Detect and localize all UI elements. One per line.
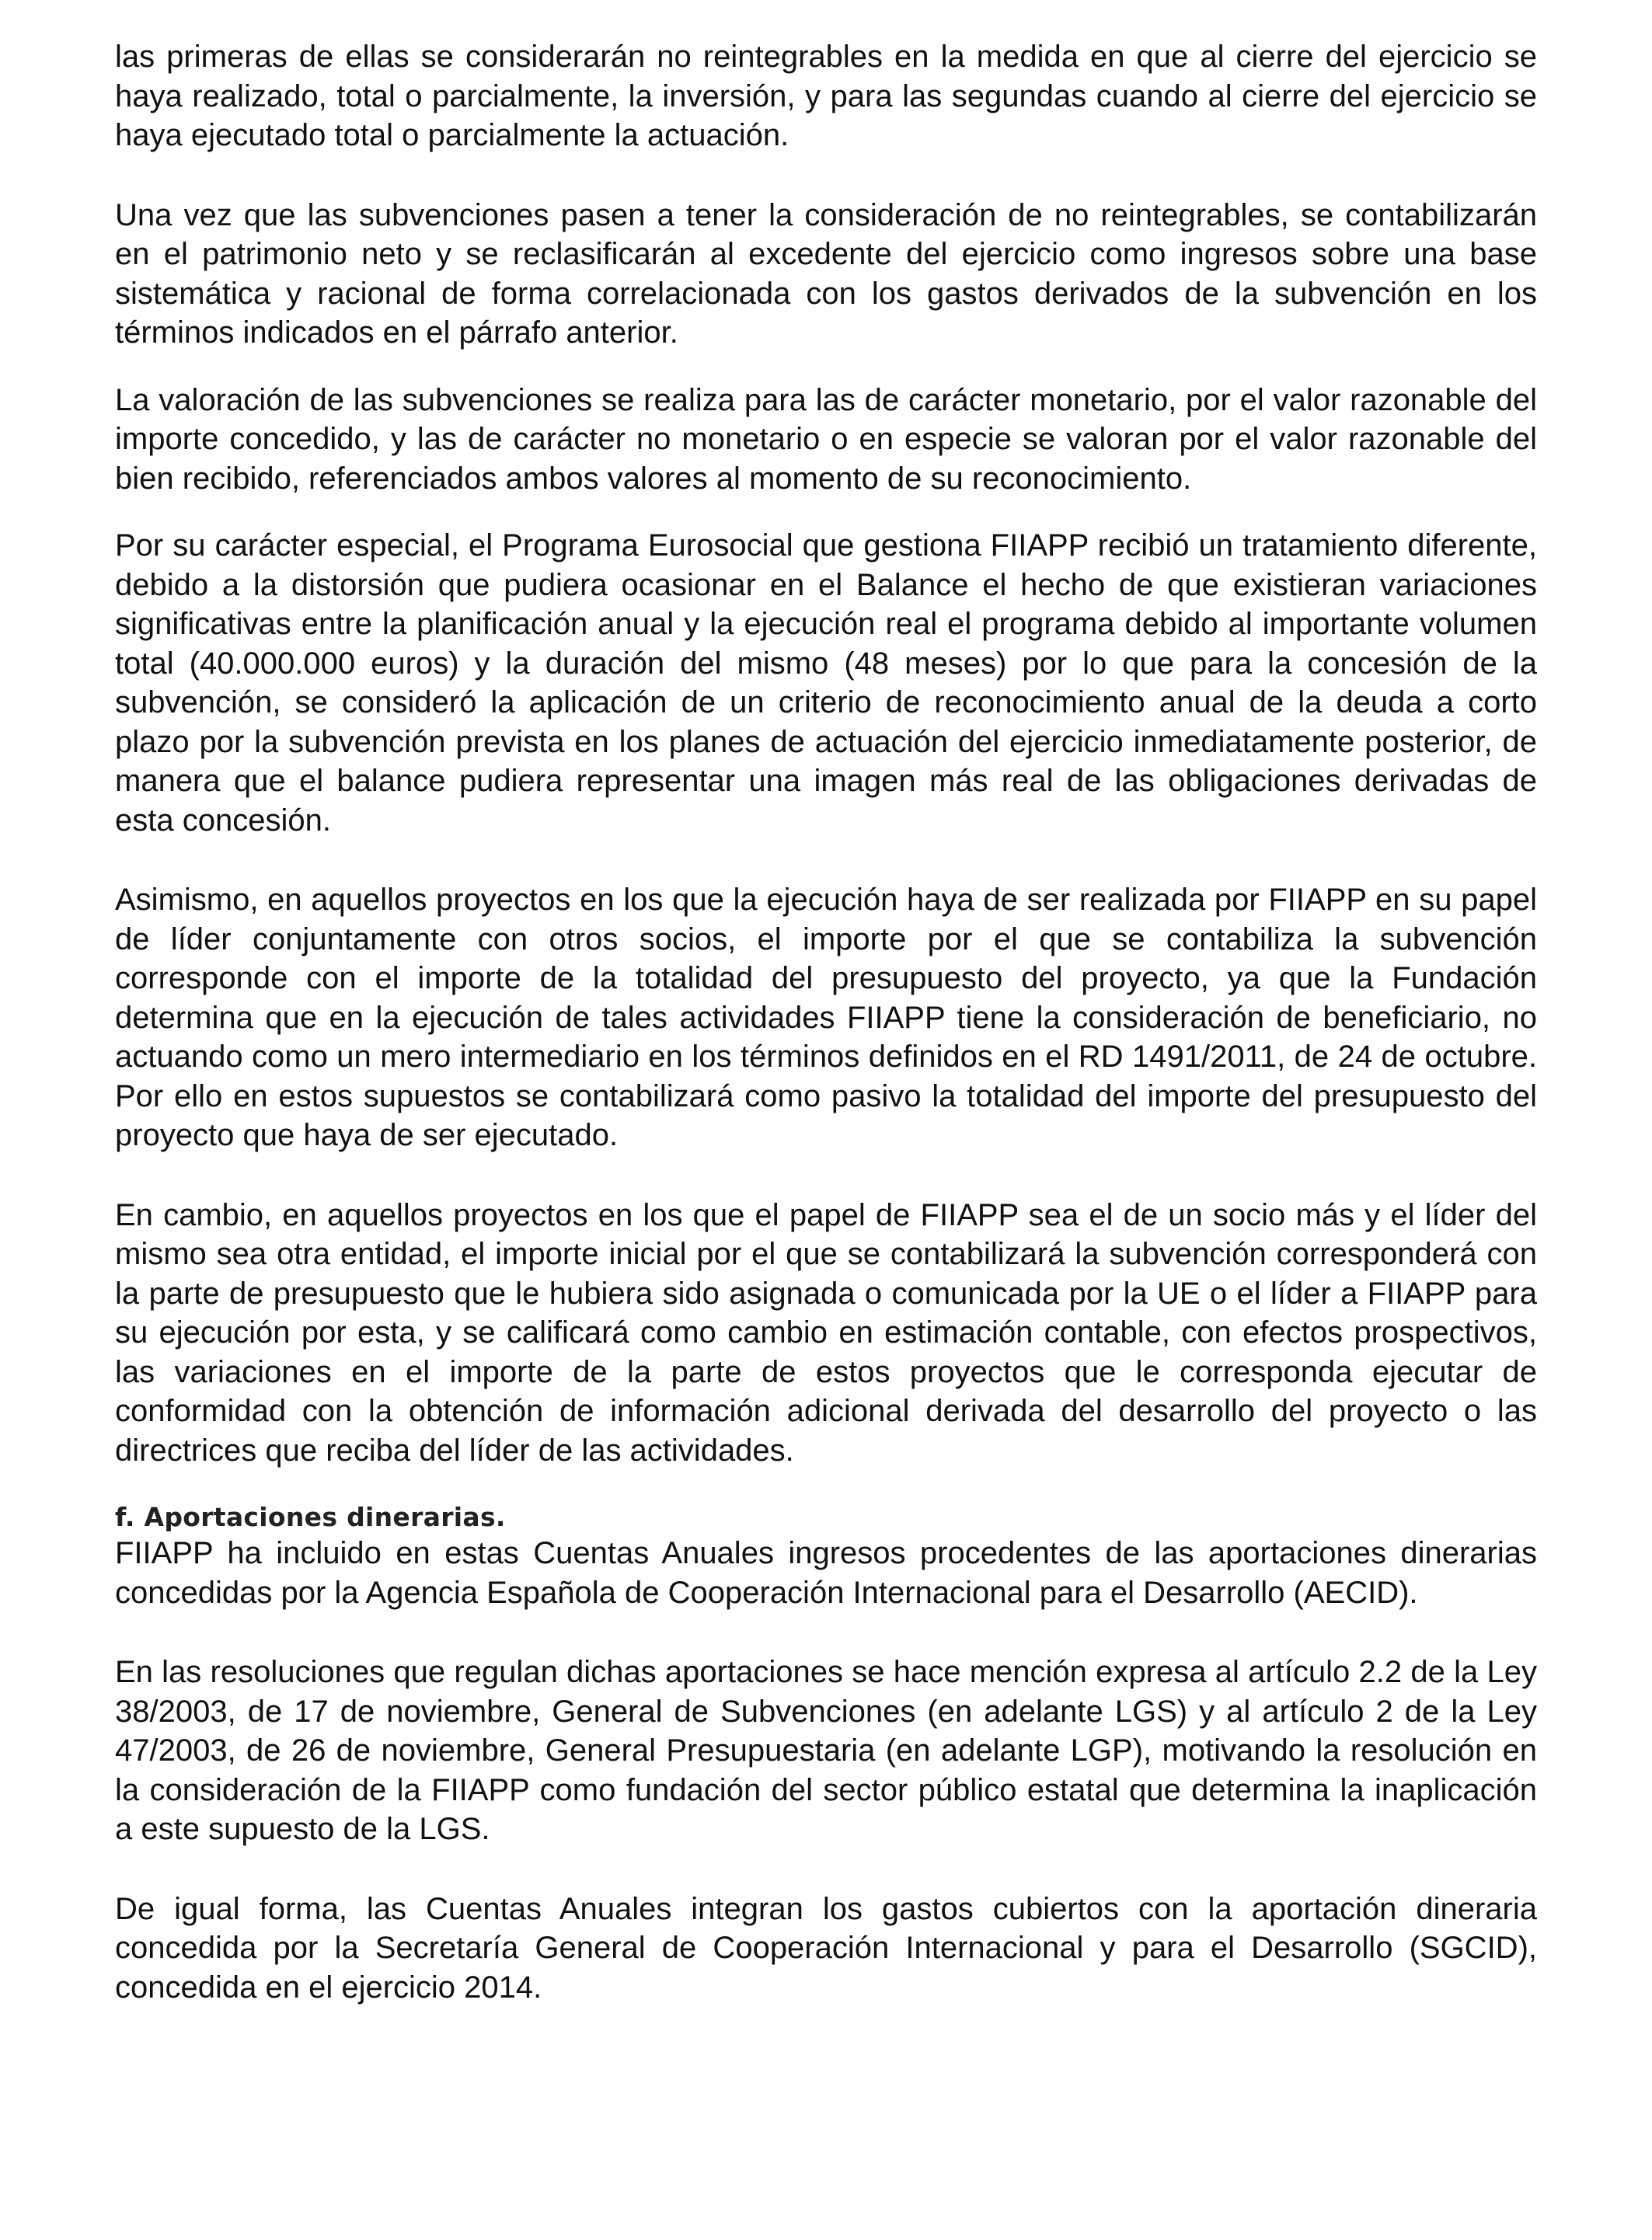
paragraph-fiiapp-socio: En cambio, en aquellos proyectos en los que el papel de FIIAPP sea el de un socio más y el líder del mismo sea otra entidad, el importe inicial por el que se contabilizará la subvención corresponderá con la parte de presupuesto que le hubiera sido asignada o comunicada por la UE o el líder a FIIAPP para su ejecución por esta, y se calificará como cambio en estimación contable, con efectos prospectivos, las variaciones en el importe de la parte de estos proyectos que le corresponda ejecutar de conformidad con la obtención de información adicional derivada del desarrollo del proyecto o las directrices que reciba del líder de las actividades. — [115, 1197, 1537, 1468]
paragraph-fiiapp-lider: Asimismo, en aquellos proyectos en los que la ejecución haya de ser realizada por FIIAPP en su papel de líder conjuntamente con otros socios, el importe por el que se contabiliza la subvención corresponde con el importe de la totalidad del presupuesto del proyecto, ya que la Fundación determina que en la ejecución de tales actividades FIIAPP tiene la consideración de beneficiario, no actuando como un mero intermediario en los términos definidos en el RD 1491/2011, de 24 de octubre. Por ello en estos supuestos se contabilizará como pasivo la totalidad del importe del presupuesto del proyecto que haya de ser ejecutado. — [115, 883, 1537, 1152]
paragraph-sgcid: De igual forma, las Cuentas Anuales integran los gastos cubiertos con la aportación dineraria concedida por la Secretaría General de Cooperación Internacional y para el Desarrollo (SGCID), concedida en el ejercicio 2014. — [115, 1891, 1537, 2005]
paragraph-valoracion-subvenciones: La valoración de las subvenciones se realiza para las de carácter monetario, por el valor razonable del importe concedido, y las de carácter no monetario o en especie se valoran por el valor razonable del bien recibido, referenciados ambos valores al momento de su reconocimiento. — [115, 382, 1537, 496]
paragraph-aecid: FIIAPP ha incluido en estas Cuentas Anuales ingresos procedentes de las aportaciones dinerarias concedidas por la Agencia Española de Cooperación Internacional para el Desarrollo (AECID). — [115, 1536, 1537, 1610]
paragraph-resoluciones-lgs: En las resoluciones que regulan dichas aportaciones se hace mención expresa al artículo 2.2 de la Ley 38/2003, de 17 de noviembre, General de Subvenciones (en adelante LGS) y al artículo 2 de la Ley 47/2003, de 26 de noviembre, General Presupuestaria (en adelante LGP), motivando la resolución en la consideración de la FIIAPP como fundación del sector público estatal que determina la inaplicación a este supuesto de la LGS. — [115, 1655, 1537, 1846]
paragraph-subvenciones-reintegrables: las primeras de ellas se considerarán no reintegrables en la medida en que al cierre del ejercicio se haya realizado, total o parcialmente, la inversión, y para las segundas cuando al cierre del ejercicio se haya ejecutado total o parcialmente la actuación. — [115, 40, 1537, 152]
section-heading-aportaciones-dinerarias: f. Aportaciones dinerarias. — [115, 1502, 506, 1532]
paragraph-programa-eurosocial: Por su carácter especial, el Programa Eurosocial que gestiona FIIAPP recibió un tratamiento diferente, debido a la distorsión que pudiera ocasionar en el Balance el hecho de que existieran variaciones significativas entre la planificación anual y la ejecución real el programa debido al importante volumen total (40.000.000 euros) y la duración del mismo (48 meses) por lo que para la concesión de la subvención, se consideró la aplicación de un criterio de reconocimiento anual de la deuda a corto plazo por la subvención prevista en los planes de actuación del ejercicio inmediatamente posterior, de manera que el balance pudiera representar una imagen más real de las obligaciones derivadas de esta concesión. — [115, 528, 1537, 838]
document-page — [115, 37, 1537, 2007]
paragraph-patrimonio-neto: Una vez que las subvenciones pasen a tener la consideración de no reintegrables, se contabilizarán en el patrimonio neto y se reclasificarán al excedente del ejercicio como ingresos sobre una base sistemática y racional de forma correlacionada con los gastos derivados de la subvención en los términos indicados en el párrafo anterior. — [115, 197, 1537, 350]
